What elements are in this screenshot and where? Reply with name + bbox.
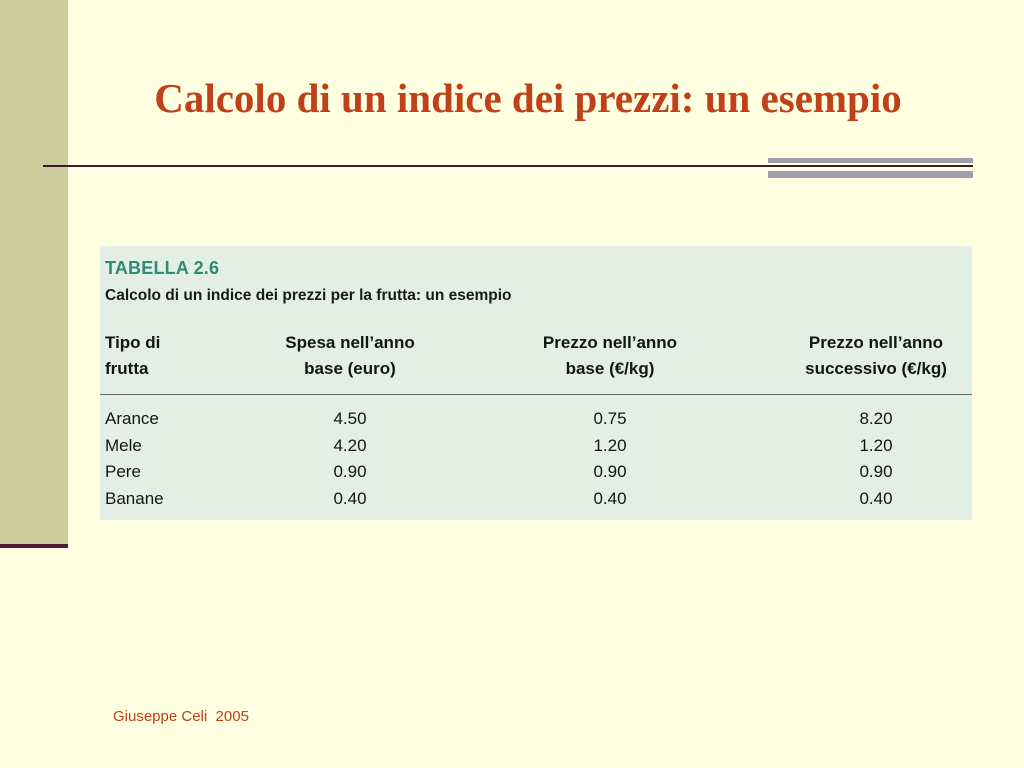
slide-footer: Giuseppe Celi 2005 [113, 708, 249, 725]
table-cell: Arance [105, 409, 159, 428]
column-header-line: frutta [105, 359, 149, 378]
table-cell: 4.20 [333, 435, 367, 455]
table-cell: 0.40 [859, 488, 893, 508]
table-cell: Banane [105, 488, 164, 508]
left-decorative-bar [0, 0, 68, 545]
table-row [100, 459, 972, 486]
slide-title: Calcolo di un indice dei prezzi: un esempio [154, 75, 902, 121]
price-index-table [100, 246, 972, 520]
table-cell: 0.90 [333, 462, 367, 481]
column-header-line: Prezzo nell’anno [808, 333, 944, 352]
header-divider [100, 394, 972, 395]
table-cell: 1.20 [593, 435, 627, 455]
table-caption: Calcolo di un indice dei prezzi per la frutta: un esempio [105, 287, 512, 304]
table-row [100, 433, 972, 460]
table-cell: 0.90 [593, 462, 627, 481]
column-header-line: Spesa nell’anno [285, 333, 415, 352]
table-cell: 0.90 [859, 462, 893, 481]
column-header-base-year-spending [250, 330, 450, 382]
title-accent-stripes [768, 158, 973, 178]
column-header-line: successivo (€/kg) [805, 359, 947, 378]
column-header-line: Tipo di [105, 333, 161, 352]
column-header-base-year-price [510, 330, 710, 382]
table-row [100, 406, 972, 433]
table-cell: 0.40 [593, 488, 627, 508]
left-bar-underline [0, 544, 68, 548]
table-cell: 0.40 [333, 488, 367, 508]
table-body [100, 406, 972, 512]
table-cell: Pere [105, 462, 141, 481]
table-label: TABELLA 2.6 [105, 258, 220, 278]
table-cell: 0.75 [593, 409, 627, 428]
table-row [100, 486, 972, 513]
column-header-line: base (€/kg) [565, 359, 655, 378]
column-header-fruit-type [105, 330, 160, 382]
table-cell: 4.50 [333, 409, 367, 428]
column-header-next-year-price [780, 330, 972, 382]
table-cell: Mele [105, 435, 142, 455]
table-cell: 8.20 [859, 409, 893, 428]
column-header-line: Prezzo nell’anno [542, 333, 678, 352]
column-header-line: base (euro) [304, 359, 396, 378]
table-cell: 1.20 [859, 435, 893, 455]
